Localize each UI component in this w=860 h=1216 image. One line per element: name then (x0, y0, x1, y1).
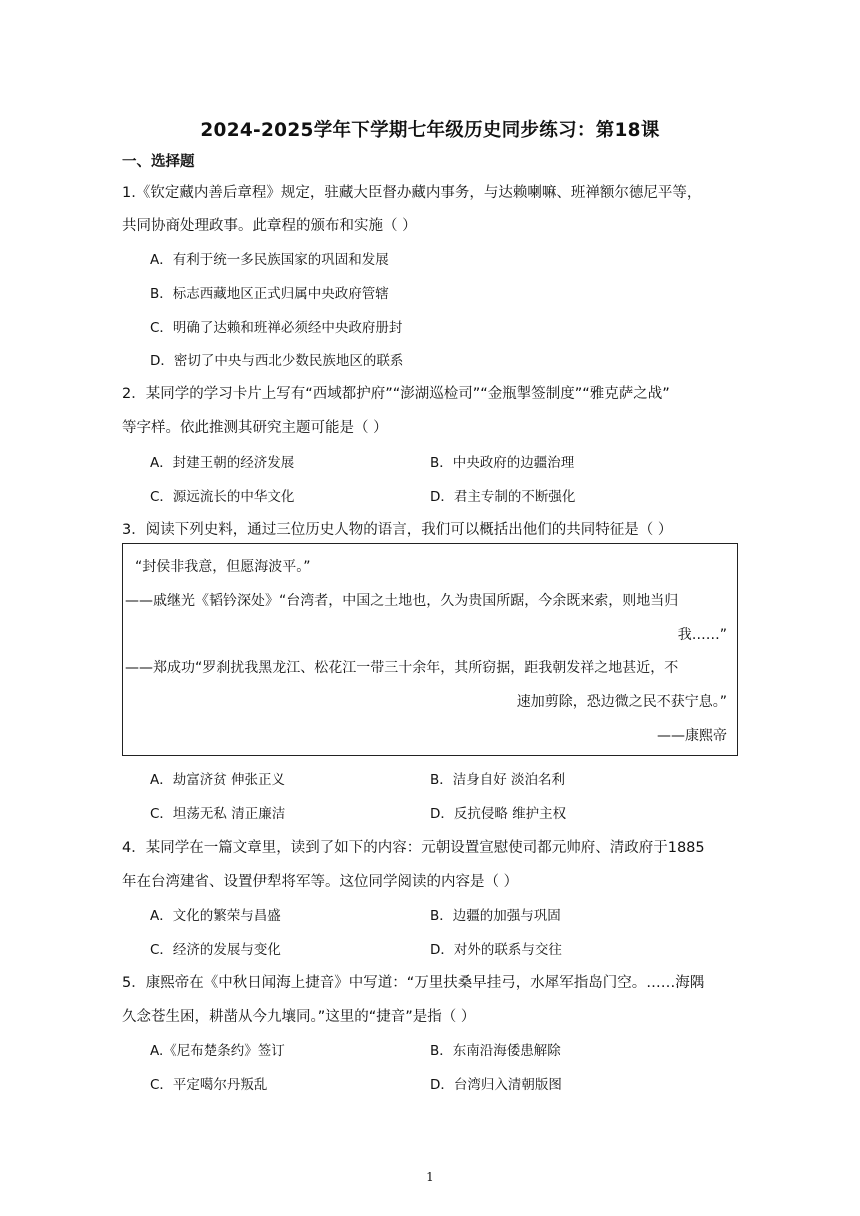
q4-option-b: B．边疆的加强与巩固 (430, 908, 561, 924)
question-2-text: 等字样。依此推测其研究主题可能是（ ） (122, 420, 388, 436)
q2-option-c: C．源远流长的中华文化 (150, 489, 295, 505)
q3-option-b: B．洁身自好 淡泊名利 (430, 772, 566, 788)
source-quote-box (122, 543, 738, 756)
page-title: 2024-2025学年下学期七年级历史同步练习：第18课 (200, 120, 660, 141)
quote-line: 我……” (677, 627, 727, 643)
question-5-text: 5．康熙帝在《中秋日闻海上捷音》中写道：“万里扶桑早挂弓，水犀军指岛门空。……海隅 (122, 975, 705, 991)
q2-option-a: A．封建王朝的经济发展 (150, 455, 295, 471)
question-3-text: 3．阅读下列史料，通过三位历史人物的语言，我们可以概括出他们的共同特征是（ ） (122, 522, 673, 538)
question-1-text: 1.《钦定藏内善后章程》规定，驻藏大臣督办藏内事务，与达赖喇嘛、班禅额尔德尼平等， (122, 185, 702, 201)
q3-option-c: C．坦荡无私 清正廉洁 (150, 806, 286, 822)
q2-option-b: B．中央政府的边疆治理 (430, 455, 575, 471)
q5-option-c: C．平定噶尔丹叛乱 (150, 1077, 268, 1093)
question-1-text: 共同协商处理政事。此章程的颁布和实施（ ） (122, 218, 417, 234)
page-number: 1 (426, 1170, 434, 1184)
section-heading: 一、选择题 (122, 154, 195, 170)
question-4-text: 4．某同学在一篇文章里，读到了如下的内容：元朝设置宣慰使司都元帅府、清政府于1885 (122, 840, 705, 856)
quote-line: ——戚继光《韬钤深处》“台湾者，中国之土地也，久为贵国所踞，今余既来索，则地当归 (125, 593, 679, 609)
q4-option-d: D．对外的联系与交往 (430, 942, 562, 958)
q3-option-d: D．反抗侵略 维护主权 (430, 806, 567, 822)
q1-option-c: C．明确了达赖和班禅必须经中央政府册封 (150, 320, 403, 336)
question-4-text: 年在台湾建省、设置伊犁将军等。这位同学阅读的内容是（ ） (122, 874, 519, 890)
q5-option-a: A.《尼布楚条约》签订 (150, 1043, 285, 1059)
quote-line: “封侯非我意，但愿海波平。” (135, 559, 311, 575)
q2-option-d: D．君主专制的不断强化 (430, 489, 576, 505)
q4-option-c: C．经济的发展与变化 (150, 942, 281, 958)
q1-option-d: D．密切了中央与西北少数民族地区的联系 (150, 353, 404, 369)
q1-option-b: B．标志西藏地区正式归属中央政府管辖 (150, 286, 389, 302)
quote-line: 速加剪除，恐边微之民不获宁息。” (516, 694, 727, 710)
quote-line: ——郑成功“罗刹扰我黑龙江、松花江一带三十余年，其所窃据，距我朝发祥之地甚近，不 (125, 660, 679, 676)
q4-option-a: A．文化的繁荣与昌盛 (150, 908, 281, 924)
q1-option-a: A．有利于统一多民族国家的巩固和发展 (150, 252, 389, 268)
question-5-text: 久念苍生困，耕凿从今九壤同。”这里的“捷音”是指（ ） (122, 1009, 476, 1025)
q5-option-d: D．台湾归入清朝版图 (430, 1077, 562, 1093)
q3-option-a: A．劫富济贫 伸张正义 (150, 772, 286, 788)
q5-option-b: B．东南沿海倭患解除 (430, 1043, 561, 1059)
question-2-text: 2．某同学的学习卡片上写有“西域都护府”“澎湖巡检司”“金瓶掣签制度”“雅克萨之战” (122, 386, 670, 402)
quote-line: ——康熙帝 (657, 728, 727, 744)
